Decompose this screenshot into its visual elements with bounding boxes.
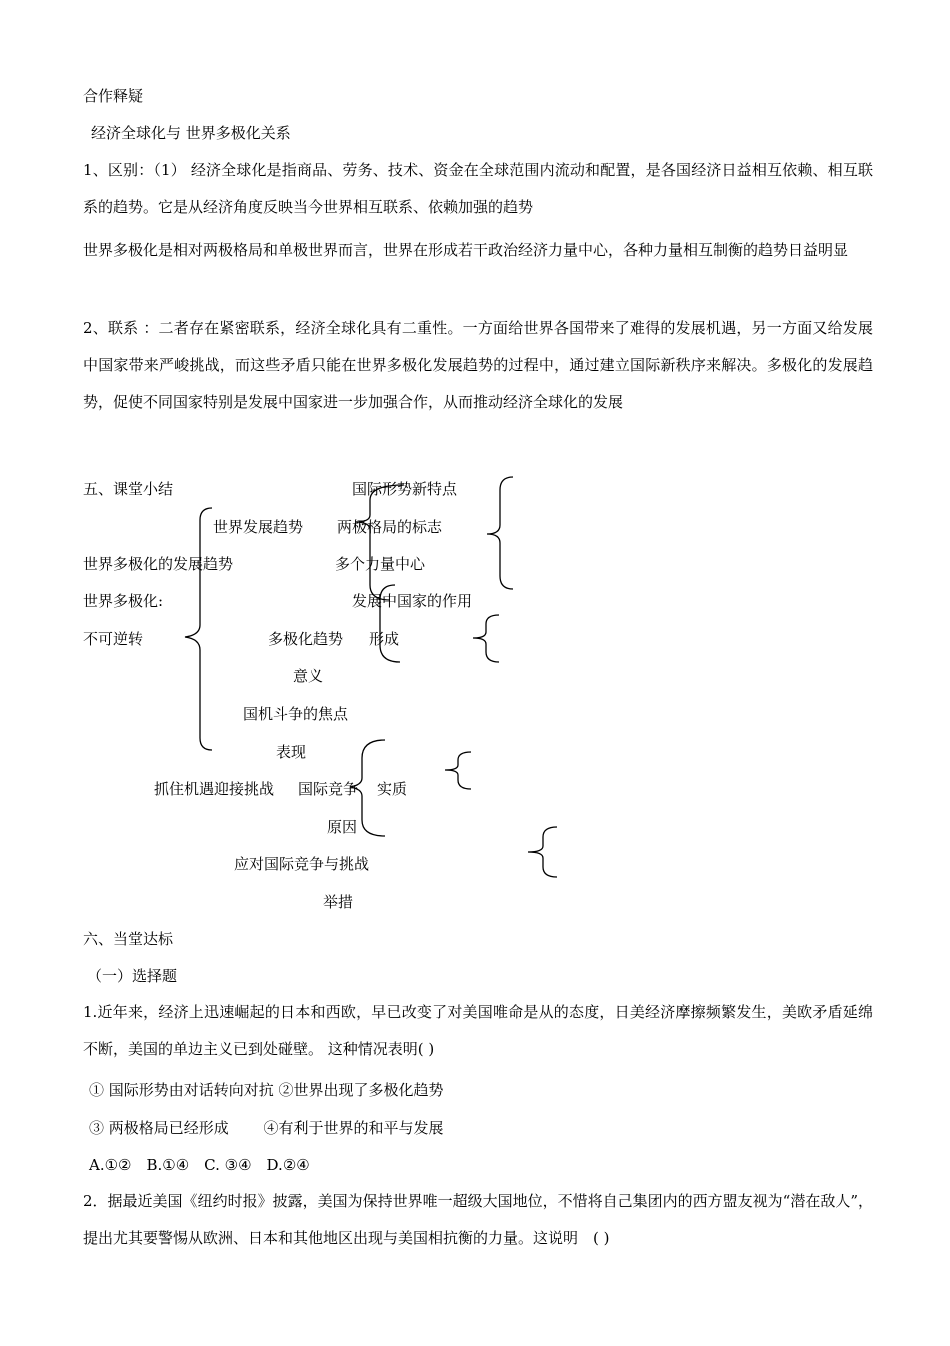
node-manifestation: 表现: [276, 743, 307, 761]
connection-paragraph: 2、联系 ：二者存在紧密联系，经济全球化具有二重性。一方面给世界各国带来了难得的发展机遇，另一方面又给发展中国家带来严峻挑战，而这些矛盾只能在世界多极化发展趋势的过程中，通过建立国际新秩序来解决。多极化的发展趋势，促使不同国家特别是发展中国家进一步加强合作，从而推动经济全球化的发展: [83, 319, 873, 411]
q1-options-3-4: ③ 两极格局已经形成 ④有利于世界的和平与发展: [89, 1119, 444, 1137]
question-1: 1.近年来，经济上迅速崛起的日本和西欧，早已改变了对美国唯命是从的态度，日美经济摩擦频繁发生，美欧矛盾延绵不断，美国的单边主义已到处碰壁。 这种情况表明( ): [83, 1003, 873, 1058]
section-subtitle: 经济全球化与 世界多极化关系: [91, 124, 291, 142]
summary-heading: 五、课堂小结: [83, 480, 174, 498]
node-focus: 国机斗争的焦点: [243, 705, 349, 723]
node-meaning: 意义: [293, 667, 324, 685]
q1-options-1-2: ① 国际形势由对话转向对抗 ②世界出现了多极化趋势: [89, 1081, 444, 1099]
question-2: 2．据最近美国《纽约时报》披露，美国为保持世界唯一超级大国地位，不惜将自己集团内的西方盟友视为“潜在敌人”，提出尤其要警惕从欧洲、日本和其他地区出现与美国相抗衡的力量。这说明 ( ): [83, 1192, 873, 1247]
node-cause: 原因: [327, 818, 358, 836]
exercises-subheading: （一）选择题: [87, 967, 178, 985]
difference-paragraph-1: 1、区别：（1） 经济全球化是指商品、劳务、技术、资金在全球范围内流动和配置，是各国经济日益相互依赖、相互联系的趋势。它是从经济角度反映当今世界相互联系、依赖加强的趋势: [83, 161, 873, 216]
node-bipolar-end: 两极格局的标志: [337, 518, 443, 536]
node-multi-trend: 多极化趋势: [268, 630, 344, 648]
node-intl-competition: 国际竞争: [298, 780, 359, 798]
node-seize: 抓住机遇迎接挑战: [154, 780, 275, 798]
difference-paragraph-2: 世界多极化是相对两极格局和单极世界而言，世界在形成若干政治经济力量中心，各种力量相互制衡的趋势日益明显: [83, 241, 849, 259]
node-respond: 应对国际竞争与挑战: [234, 855, 370, 873]
brace-essence: [445, 752, 471, 789]
section-title: 合作释疑: [83, 87, 144, 105]
node-essence: 实质: [377, 780, 408, 798]
node-developing-role: 发展中国家的作用: [352, 592, 473, 610]
node-multipolar: 世界多极化:: [83, 592, 164, 610]
q1-answer-choices: A.①② B.①④ C. ③④ D.②④: [89, 1156, 310, 1174]
brace-respond: [528, 827, 557, 877]
node-world-trend: 世界发展趋势: [213, 518, 304, 536]
brace-main: [185, 508, 212, 750]
brace-right-2: [473, 615, 499, 662]
node-power-centers: 多个力量中心: [335, 555, 426, 573]
brace-trend: [355, 485, 404, 600]
node-multipolar-trend: 世界多极化的发展趋势: [83, 555, 234, 573]
node-formation: 形成: [369, 630, 400, 648]
node-new-features: 国际形势新特点: [352, 480, 458, 498]
node-irreversible: 不可逆转: [83, 630, 144, 648]
exercises-heading: 六、当堂达标: [83, 930, 174, 948]
brace-right-1: [487, 477, 513, 589]
node-measures: 举措: [323, 893, 354, 911]
